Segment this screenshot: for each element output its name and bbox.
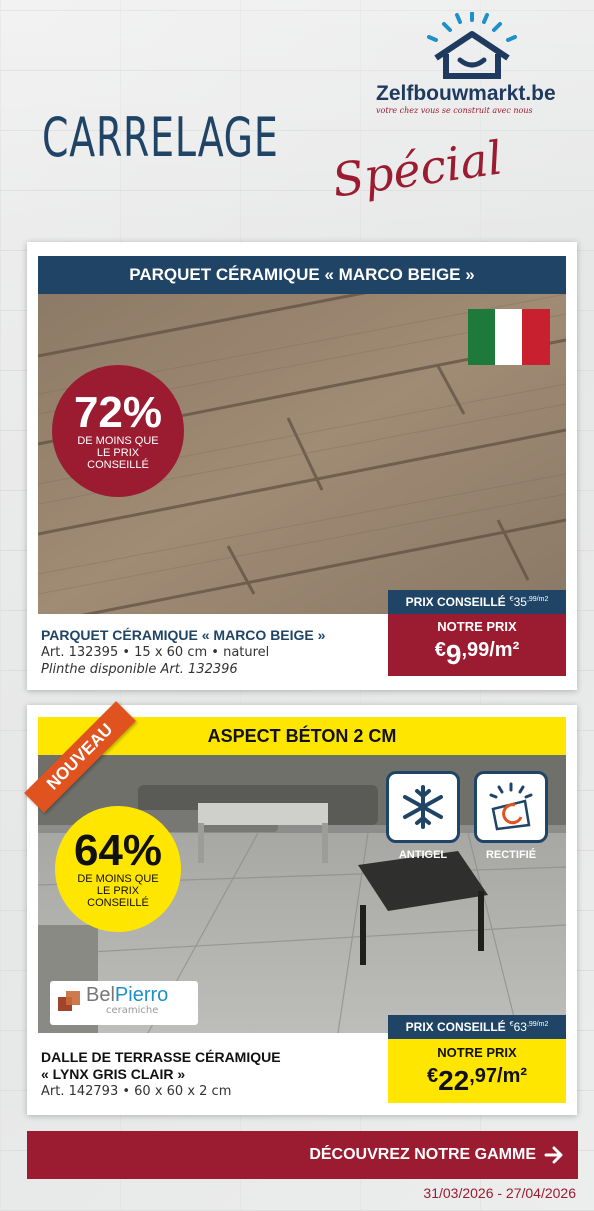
notre-prix-label: NOTRE PRIX [437, 1044, 517, 1060]
discount-text: DE MOINS QUE LE PRIX CONSEILLÉ [77, 435, 159, 471]
prix-conseille [388, 590, 566, 614]
price-block [388, 590, 566, 676]
notre-prix-amount: $^€9^{,99/m^2}$ [434, 638, 520, 670]
arrow-right-icon [544, 1146, 564, 1164]
discount-percent: 64% [73, 826, 163, 875]
discount-text: DE MOINS QUE LE PRIX CONSEILLÉ [77, 873, 159, 909]
notre-prix [388, 614, 566, 676]
notre-prix-cents: ,97/m² [469, 1064, 528, 1087]
product-name: PARQUET CÉRAMIQUE « MARCO BEIGE » [41, 627, 326, 643]
product-description [41, 1049, 281, 1100]
italy-flag-icon [468, 309, 550, 365]
prix-conseille-label: PRIX CONSEILLÉ [405, 1020, 506, 1034]
feature-rectifie [474, 771, 548, 861]
product-name-line1: DALLE DE TERRASSE CÉRAMIQUE [41, 1049, 281, 1065]
price-block [388, 1015, 566, 1103]
prix-conseille [388, 1015, 566, 1039]
logo-name: Zelfbouwmarkt.be [376, 82, 556, 105]
product-heading: PARQUET CÉRAMIQUE « MARCO BEIGE » [38, 256, 566, 294]
notre-prix-value: 9 [445, 638, 462, 670]
brand-sub: ceramiche [106, 1005, 159, 1016]
feature-label: ANTIGEL [398, 849, 448, 861]
product-note: Plinthe disponible Art. 132396 [41, 662, 238, 677]
notre-prix-label: NOTRE PRIX [437, 618, 517, 634]
product-details: Art. 142793 • 60 x 60 x 2 cm [41, 1084, 232, 1099]
prix-conseille-cents: ,99/m2 [526, 596, 549, 603]
rectified-tile-icon [474, 771, 548, 843]
snowflake-icon [386, 771, 460, 843]
page-title: CARRELAGE [42, 106, 279, 169]
notre-prix [388, 1039, 566, 1103]
product-details: Art. 132395 • 15 x 60 cm • naturel [41, 645, 270, 660]
cta-label: DÉCOUVREZ NOTRE GAMME [309, 1146, 536, 1163]
notre-prix-cents: ,99/m² [461, 638, 520, 661]
product-name-line2: « LYNX GRIS CLAIR » [41, 1066, 186, 1082]
brand-logo[interactable] [372, 12, 572, 122]
discount-percent: 72% [73, 388, 163, 437]
prix-conseille-amount: $^€63^{,99/m2}$ [509, 1020, 549, 1034]
prix-conseille-cents: ,99/m2 [526, 1021, 549, 1028]
discount-badge [52, 365, 184, 497]
decouvrez-gamme-button[interactable] [27, 1131, 578, 1179]
feature-antigel [386, 771, 460, 861]
product-photo [38, 755, 566, 1033]
product-card-lynx-gris[interactable] [27, 705, 577, 1115]
nouveau-ribbon: NOUVEAU [24, 701, 136, 813]
product-card-marco-beige[interactable] [27, 242, 577, 690]
notre-prix-value: 22 [438, 1064, 470, 1096]
product-description [41, 627, 325, 678]
prix-conseille-amount: $^€35^{,99/m2}$ [509, 595, 549, 609]
brand-name-b: Pierro [114, 984, 169, 1006]
discount-badge [55, 806, 181, 932]
belpierro-logo [50, 981, 198, 1025]
prix-conseille-label: PRIX CONSEILLÉ [405, 595, 506, 609]
prix-conseille-value: 63 [513, 1020, 527, 1034]
product-photo [38, 294, 566, 614]
validity-dates: 31/03/2026 - 27/04/2026 [423, 1185, 576, 1201]
page-subtitle: Spécial [329, 130, 506, 208]
belpierro-mark-icon [58, 991, 82, 1015]
product-heading: ASPECT BÉTON 2 CM [38, 717, 566, 755]
prix-conseille-value: 35 [513, 595, 527, 609]
brand-name-a: Bel [86, 984, 115, 1006]
house-logo-icon [422, 12, 522, 82]
feature-label: RECTIFIÉ [485, 849, 537, 861]
logo-tagline: votre chez vous se construit avec nous [376, 106, 533, 115]
notre-prix-amount: $^€22^{,97/m^2}$ [426, 1064, 528, 1096]
